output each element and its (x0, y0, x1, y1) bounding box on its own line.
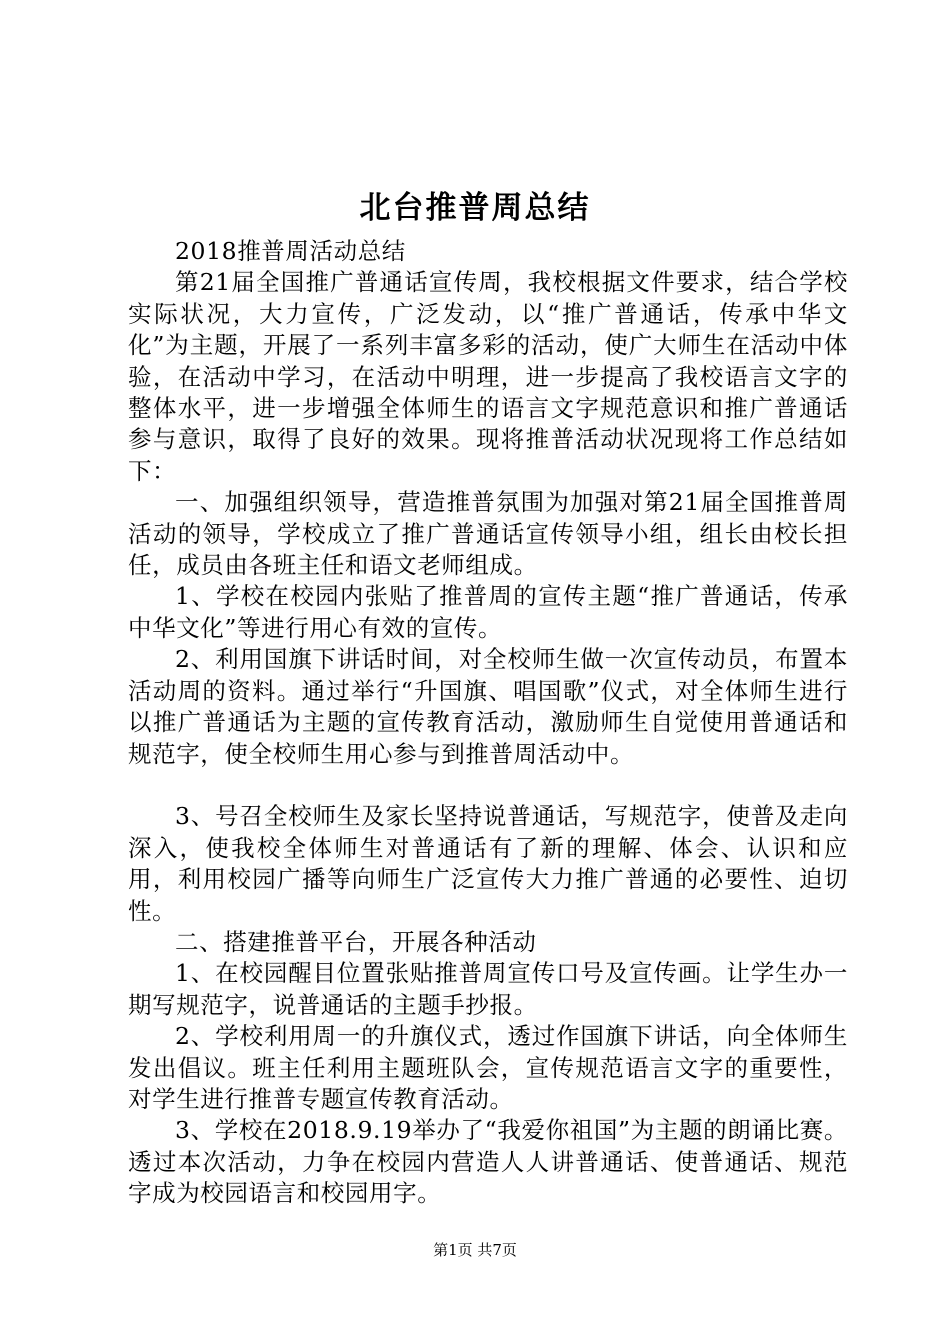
page-number-footer: 第1页 共7页 (433, 1241, 517, 1259)
paragraph-section-two-heading: 二、搭建推普平台，开展各种活动 (175, 927, 537, 956)
paragraph-subtitle: 2018推普周活动总结 (175, 237, 406, 265)
paragraph-activity-one: 1、在校园醒目位置张贴推普周宣传口号及宣传画。让学生办一期写规范字，说普通话的主题手抄报。 (128, 959, 848, 1019)
paragraph-item-one: 1、学校在校园内张贴了推普周的宣传主题“推广普通话，传承中华文化”等进行用心有效的宣传。 (128, 582, 848, 642)
paragraph-activity-three: 3、学校在2018.9.19举办了“我爱你祖国”为主题的朗诵比赛。透过本次活动，力争在校园内营造人人讲普通话、使普通话、规范字成为校园语言和校园用字。 (128, 1116, 848, 1208)
paragraph-section-one-heading: 一、加强组织领导，营造推普氛围为加强对第21届全国推普周活动的领导，学校成立了推广普通话宣传领导小组，组长由校长担任，成员由各班主任和语文老师组成。 (128, 488, 848, 580)
document-body (128, 236, 848, 1210)
paragraph-intro: 第21届全国推广普通话宣传周，我校根据文件要求，结合学校实际状况，大力宣传，广泛发动，以“推广普通话，传承中华文化”为主题，开展了一系列丰富多彩的活动，使广大师生在活动中体验，在活动中学习，在活动中明理，进一步提高了我校语言文字的整体水平，进一步增强全体师生的语言文字规范意识和推广普通话参与意识，取得了良好的效果。现将推普活动状况现将工作总结如下： (128, 268, 848, 485)
document-title: 北台推普周总结 (359, 190, 591, 226)
paragraph-item-two: 2、利用国旗下讲话时间，对全校师生做一次宣传动员，布置本活动周的资料。通过举行“升国旗、唱国歌”仪式，对全体师生进行以推广普通话为主题的宣传教育活动，激励师生自觉使用普通话和规范字，使全校师生用心参与到推普周活动中。 (128, 645, 848, 768)
paragraph-activity-two: 2、学校利用周一的升旗仪式，透过作国旗下讲话，向全体师生发出倡议。班主任利用主题班队会，宣传规范语言文字的重要性，对学生进行推普专题宣传教育活动。 (128, 1022, 848, 1113)
paragraph-item-three: 3、号召全校师生及家长坚持说普通话，写规范字，使普及走向深入，使我校全体师生对普通话有了新的理解、体会、认识和应用，利用校园广播等向师生广泛宣传大力推广普通的必要性、迫切性。 (128, 802, 848, 925)
